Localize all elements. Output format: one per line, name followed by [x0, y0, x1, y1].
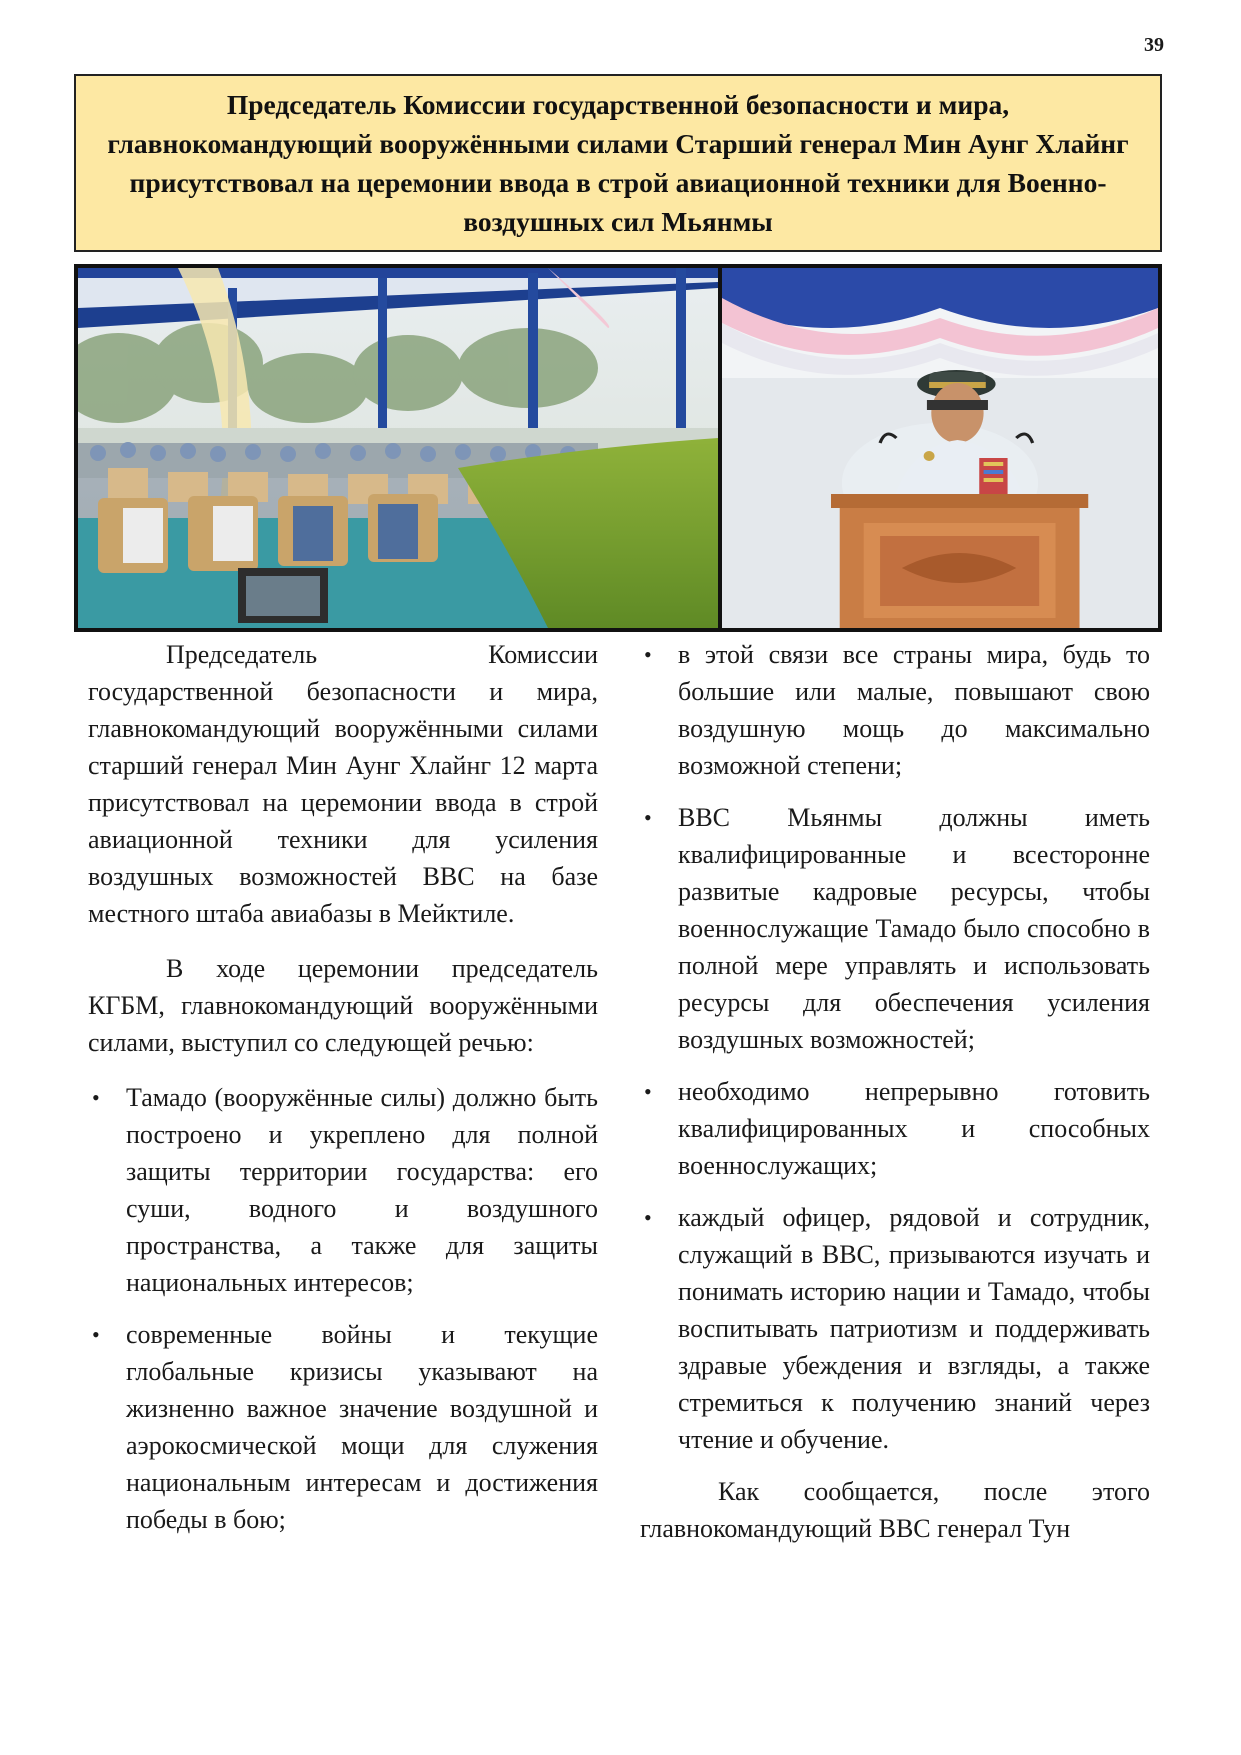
closing-paragraph: Как сообщается, после этого главнокомандующий ВВС генерал Тун [640, 1477, 1150, 1543]
article-title: Председатель Комиссии государственной безопасности и мира, главнокомандующий вооружёнными силами Старший генерал Мин Аунг Хлайнг присутствовал на церемонии ввода в строй авиационной техники для Военно-воздушных сил Мьянмы [107, 89, 1129, 237]
list-item [640, 636, 1150, 784]
speech-bullet-list-left [88, 1079, 598, 1538]
photo-frame [74, 264, 1162, 632]
bullet-text: современные войны и текущие глобальные кризисы указывают на жизненно важное значение воздушной и аэрокосмической мощи для служения национальным интересам и достижения победы в бою; [126, 1320, 598, 1534]
bullet-text: в этой связи все страны мира, будь то большие или малые, повышают свою воздушную мощь до максимально возможной степени; [678, 640, 1150, 780]
list-item [88, 1316, 598, 1538]
bullet-text: ВВС Мьянмы должны иметь квалифицированные и всесторонне развитые кадровые ресурсы, чтобы военнослужащие Тамадо было способно в полной мере управлять и использовать ресурсы для обеспечения усиления воздушных возможностей; [678, 803, 1150, 1054]
list-item [640, 1199, 1150, 1458]
speech-intro-paragraph: В ходе церемонии председатель КГБМ, главнокомандующий вооружёнными силами, выступил со следующей речью: [88, 954, 598, 1057]
list-item [88, 1079, 598, 1301]
intro-paragraph: Председатель Комиссии государственной безопасности и мира, главнокомандующий вооружёнными силами старший генерал Мин Аунг Хлайнг 12 марта присутствовал на церемонии ввода в строй авиационной техники для усиления воздушных возможностей ВВС на базе местного штаба авиабазы в Мейктиле. [88, 640, 598, 928]
bullet-icon: • [644, 1205, 652, 1230]
list-item [640, 799, 1150, 1058]
speaker-at-podium-photo [722, 268, 1158, 628]
speech-bullet-list-right [640, 636, 1150, 1458]
bullet-text: Тамадо (вооружённые силы) должно быть построено и укреплено для полной защиты территории государства: его суши, водного и воздушного пространства, а также для защиты национальных интересов; [126, 1083, 598, 1297]
bullet-icon: • [644, 642, 652, 667]
bullet-icon: • [644, 805, 652, 830]
list-item [640, 1073, 1150, 1184]
right-column [640, 636, 1150, 1565]
bullet-icon: • [92, 1322, 100, 1347]
left-column [88, 636, 598, 1553]
ceremony-audience-photo [78, 268, 718, 628]
bullet-icon: • [92, 1085, 100, 1110]
bullet-text: каждый офицер, рядовой и сотрудник, служащий в ВВС, призываются изучать и понимать историю нации и Тамадо, чтобы воспитывать патриотизм и поддерживать здравые убеждения и взгляды, а также стремиться к получению знаний через чтение и обучение. [678, 1203, 1150, 1454]
title-box [74, 74, 1162, 252]
page-number: 39 [1144, 34, 1164, 56]
bullet-icon: • [644, 1079, 652, 1104]
bullet-text: необходимо непрерывно готовить квалифицированных и способных военнослужащих; [678, 1077, 1150, 1180]
